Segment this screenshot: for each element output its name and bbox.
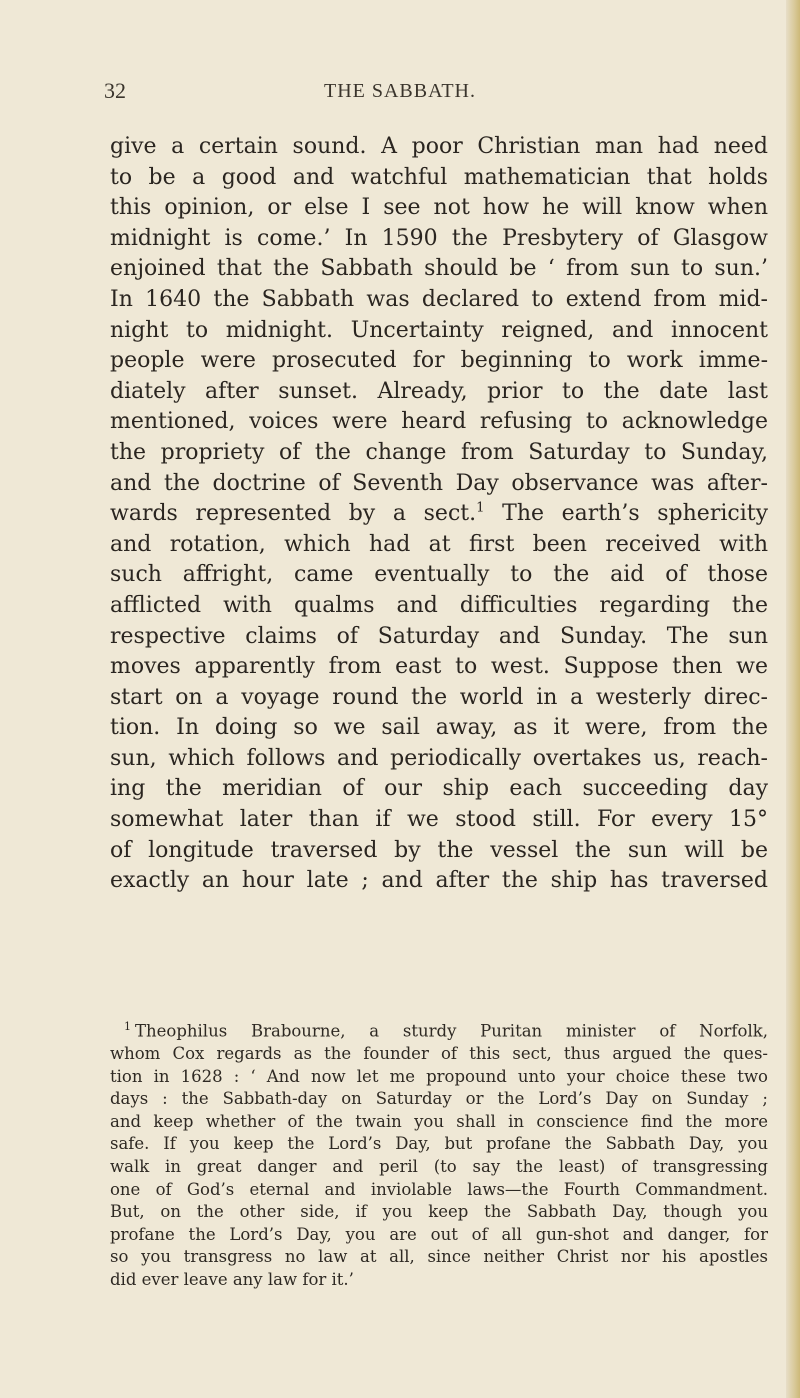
footnote-line: whom Cox regards as the founder of this sect, thus argued the ques- (110, 1044, 768, 1064)
body-line: somewhat later than if we stood still. For every 15° (110, 807, 768, 833)
body-line: tion. In doing so we sail away, as it were, from the (110, 715, 768, 741)
body-line: and the doctrine of Seventh Day observance was after- (110, 470, 768, 496)
running-head (0, 78, 800, 108)
body-line: sun, which follows and periodically overtakes us, reach- (110, 745, 768, 771)
body-line: exactly an hour late ; and after the ship has traversed (110, 868, 768, 894)
footnote-line: walk in great danger and peril (to say the least) of transgressing (110, 1157, 768, 1177)
footnote-line: Theophilus Brabourne, a sturdy Puritan minister of Norfolk, (135, 1021, 768, 1041)
footnote-line: tion in 1628 : ‘ And now let me propound unto your choice these two (110, 1066, 768, 1086)
footnote (110, 1016, 768, 1292)
body-line: ing the meridian of our ship each succeeding day (110, 776, 768, 802)
body-line: midnight is come.’ In 1590 the Presbytery of Glasgow (110, 225, 768, 251)
running-title: THE SABBATH. (323, 80, 476, 102)
body-line: enjoined that the Sabbath should be ‘ from sun to sun.’ (110, 256, 768, 282)
body-line: respective claims of Saturday and Sunday. The sun (110, 623, 768, 649)
body-line: to be a good and watchful mathematician that holds (110, 164, 768, 190)
body-text (110, 132, 768, 897)
body-line: of longitude traversed by the vessel the sun will be (110, 837, 768, 863)
body-line: start on a voyage round the world in a westerly direc- (110, 684, 768, 710)
footnote-line: profane the Lord’s Day, you are out of all gun-shot and danger, for (110, 1224, 768, 1244)
body-line: afflicted with qualms and difficulties regarding the (110, 592, 768, 618)
body-line: diately after sunset. Already, prior to the date last (110, 378, 768, 404)
body-line: such affright, came eventually to the aid of those (110, 562, 768, 588)
body-line-head: wards represented by a sect. (110, 501, 477, 527)
body-line: this opinion, or else I see not how he will know when (110, 195, 768, 221)
footnote-line: But, on the other side, if you keep the Sabbath Day, though you (110, 1202, 768, 1222)
body-line-with-footnote (110, 499, 768, 530)
body-line: give a certain sound. A poor Christian man had need (110, 134, 768, 159)
page-number: 32 (104, 78, 126, 103)
body-line: night to midnight. Uncertainty reigned, and innocent (110, 317, 768, 343)
page-edge (786, 0, 800, 1398)
body-line: In 1640 the Sabbath was declared to extend from mid- (110, 286, 768, 312)
body-line: mentioned, voices were heard refusing to acknowledge (110, 409, 768, 435)
body-line-tail: The earth’s sphericity (484, 501, 768, 527)
body-line: and rotation, which had at first been received with (110, 531, 768, 557)
footnote-line: safe. If you keep the Lord’s Day, but profane the Sabbath Day, you (110, 1134, 768, 1154)
footnote-line: days : the Sabbath-day on Saturday or the Lord’s Day on Sunday ; (110, 1089, 768, 1109)
footnote-marker: 1 (124, 1020, 131, 1033)
footnote-line: did ever leave any law for it.’ (110, 1270, 354, 1290)
footnote-line: so you transgress no law at all, since neither Christ nor his apostles (110, 1247, 768, 1267)
footnote-line: one of God’s eternal and inviolable laws—the Fourth Commandment. (110, 1179, 768, 1199)
footnote-line: and keep whether of the twain you shall in conscience find the more (110, 1111, 768, 1131)
body-line: people were prosecuted for beginning to work imme- (110, 348, 768, 374)
body-line: the propriety of the change from Saturday to Sunday, (110, 439, 768, 465)
footnote-line-first (110, 1016, 768, 1043)
footnote-reference[interactable]: 1 (476, 500, 485, 516)
body-line: moves apparently from east to west. Suppose then we (110, 654, 768, 680)
